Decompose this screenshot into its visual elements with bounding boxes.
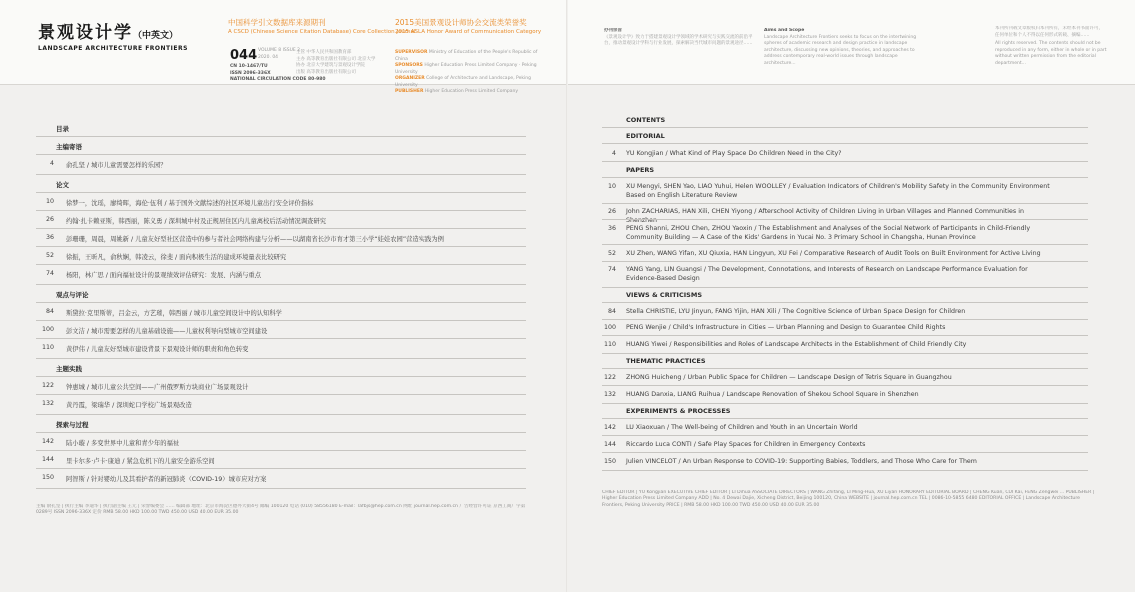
core-journal-note: 中国科学引文数据库来源期刊 A CSCD (Chinese Science Citation Database) Core Collection Journal: [228, 18, 416, 35]
section-title: THEMATIC PRACTICES: [626, 357, 706, 365]
section-title: VIEWS & CRITICISMS: [626, 291, 703, 299]
section-title: 主题实践: [56, 365, 82, 373]
toc-en-title: CONTENTS: [626, 116, 666, 124]
aims-en: Aims and Scope Landscape Architecture Frontiers seeks to focus on the intertwining spheres of academic research and design practice in landscape architecture, discussing new opinions, theories, and approaches to address contemporary real-world issues through landscape architecture...: [764, 28, 917, 66]
issue-codes: CN 10-1467/TU ISSN 2096-336X NATIONAL CIRCULATION CODE 80-980: [230, 64, 326, 82]
journal-logo: 景观设计学（中英文） LANDSCAPE ARCHITECTURE FRONTIERS: [38, 23, 188, 52]
section-title: 主编寄语: [56, 143, 82, 151]
section-title: EDITORIAL: [626, 132, 665, 140]
section-title: 探索与过程: [56, 421, 89, 429]
section-title: 论文: [56, 181, 69, 189]
section-title: 观点与评论: [56, 291, 89, 299]
aims-cn: 办刊宗旨 《景观设计学》致力于搭建景观设计学领域的学术研究与实践交流的前沿平台，推动景观设计学科与行业发展，探索解决当代城市问题的景观途径……: [604, 28, 753, 46]
issue-meta: VOLUME 8 ISSUE 2 2020. 04: [258, 48, 301, 60]
toc-cn-title: 目录: [56, 125, 69, 133]
section-title: PAPERS: [626, 166, 655, 174]
masthead-cn: 主编 俞孔坚 | 执行主编 李迪华 | 执行副主编 王元 | 荣誉编委会 …… 编辑部 地址：北京市海淀区德外大街4号 邮编 100120 电话 (010) 58556180 E-mail：lafbjs@hep.com.cn 网址 journal.hep.com.cn 广告经营许可证 京西工商广字第0289号 ISSN 2096-336X 定价 RMB 58.00 HKD 100.00 TWD 450.00 USD 40.00 EUR 35.00: [36, 504, 526, 516]
award-note: 2015美国景观设计师协会交流类荣誉奖 2015 ASLA Honor Award of Communication Category: [395, 18, 542, 35]
page-gutter: [566, 0, 568, 592]
rights-notice: 本刊所刊载文章版权归本刊所有，未经本刊书面许可，任何单位和个人不得以任何形式转载、摘编…… All rights reserved. The contents should not be reproduced in any form, either in whole or in part without written permission from the editorial department...: [995, 26, 1107, 66]
issue-number: 044: [230, 48, 258, 63]
section-title: EXPERIMENTS & PROCESSES: [626, 407, 731, 415]
masthead-en: CHIEF EDITOR | YU Kongjian EXECUTIVE CHIEF EDITOR | LI Dihua ASSOCIATE DIRECTORS | WANG Zhifang, LI Ming-Hua, XU Liyan HONORARY EDITORIAL BOARD | CHENG Kuan, CUI Kai, FENG Zengwei ... PUBLISHER | Higher Education Press Limited Company ADD | No. 4 Dewai Dajie, Xicheng District, Beijing 100120, China WEBSITE | journal.hep.com.cn TEL | 0086-10-5855 6480 EDITORIAL OFFICE | Landscape Architecture Frontiers, Peking University PRICE | RMB 58.00 HKD 100.00 TWD 450.00 USD 40.00 EUR 35.00: [602, 490, 1095, 508]
sponsors-cn: 主管 中华人民共和国教育部 主办 高等教育出版社有限公司 北京大学 协办 北京大学建筑与景观设计学院 出版 高等教育出版社有限公司: [296, 50, 376, 75]
sponsors-en: SUPERVISOR Ministry of Education of the People's Republic of China SPONSORS Higher Education Press Limited Company · Peking University ORGANIZER College of Architecture and Landscape, Peking University PUBLISHER Higher Education Press Limited Company: [395, 50, 538, 94]
